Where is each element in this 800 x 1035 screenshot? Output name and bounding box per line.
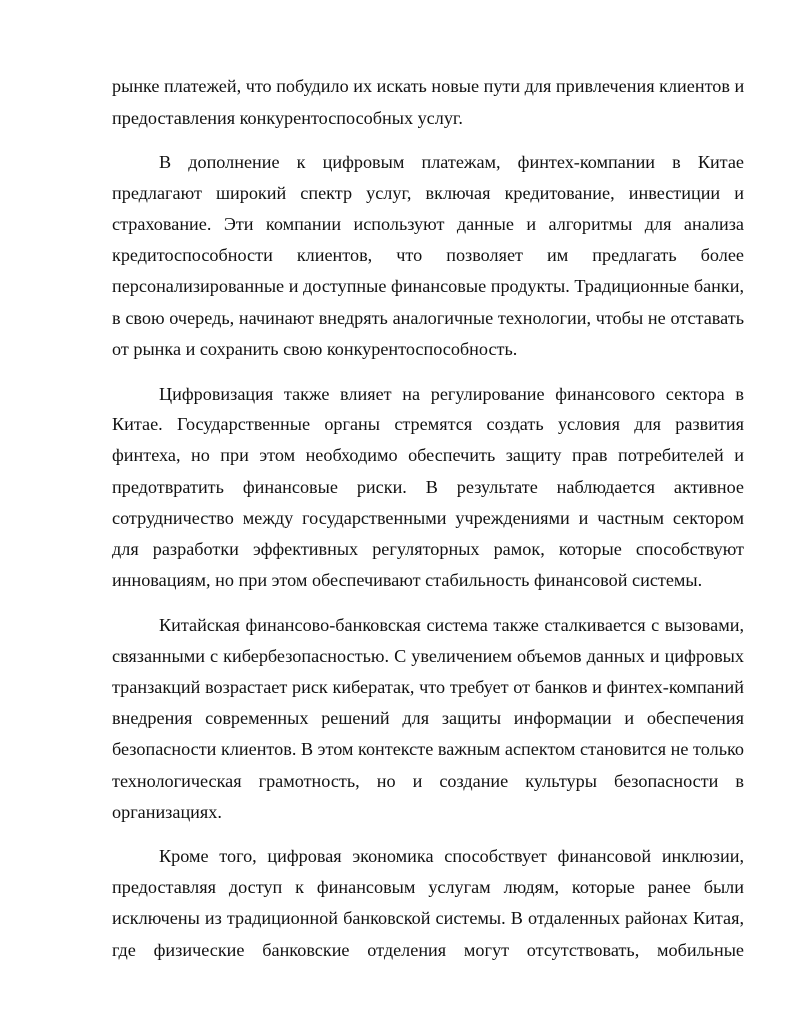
text-line: Кроме того, цифровая экономика способствует финансовой инклюзии, [159, 846, 744, 866]
text-line: транзакций возрастает риск кибератак, что требует от банков и финтех-компаний [112, 677, 744, 697]
text-line: кредитоспособности клиентов, что позволяет им предлагать более [112, 245, 744, 265]
text-line: финтеха, но при этом необходимо обеспечить защиту прав потребителей и [112, 445, 744, 465]
text-line: Китае. Государственные органы стремятся создать условия для развития [112, 414, 744, 434]
text-line: организациях. [112, 802, 222, 822]
text-line: для разработки эффективных регуляторных рамок, которые способствуют [112, 539, 744, 559]
text-line: где физические банковские отделения могут отсутствовать, мобильные [112, 940, 744, 960]
text-line: Цифровизация также влияет на регулирование финансового сектора в [159, 384, 744, 404]
text-line: сотрудничество между государственными учреждениями и частным сектором [112, 508, 744, 528]
text-line: рынке платежей, что побудило их искать новые пути для привлечения клиентов и [112, 76, 745, 96]
text-line: от рынка и сохранить свою конкурентоспособность. [112, 339, 518, 359]
text-line: исключены из традиционной банковской системы. В отдаленных районах Китая, [112, 908, 744, 928]
text-line: персонализированные и доступные финансовые продукты. Традиционные банки, [112, 276, 744, 296]
text-line: безопасности клиентов. В этом контексте важным аспектом становится не только [112, 739, 744, 759]
text-line: предлагают широкий спектр услуг, включая кредитование, инвестиции и [112, 183, 744, 203]
text-line: В дополнение к цифровым платежам, финтех-компании в Китае [159, 152, 744, 172]
text-line: инновациям, но при этом обеспечивают стабильность финансовой системы. [112, 570, 703, 590]
text-line: Китайская финансово-банковская система также сталкивается с вызовами, [159, 615, 744, 635]
text-line: технологическая грамотность, но и создание культуры безопасности в [112, 771, 744, 791]
text-line: связанными с кибербезопасностью. С увеличением объемов данных и цифровых [112, 646, 744, 666]
text-line: предоставляя доступ к финансовым услугам людям, которые ранее были [112, 877, 744, 897]
text-line: страхование. Эти компании используют данные и алгоритмы для анализа [112, 214, 744, 234]
text-line: внедрения современных решений для защиты информации и обеспечения [112, 708, 744, 728]
text-line: предотвратить финансовые риски. В результате наблюдается активное [112, 477, 744, 497]
text-line: предоставления конкурентоспособных услуг. [112, 108, 463, 128]
text-line: в свою очередь, начинают внедрять аналогичные технологии, чтобы не отставать [112, 308, 744, 328]
